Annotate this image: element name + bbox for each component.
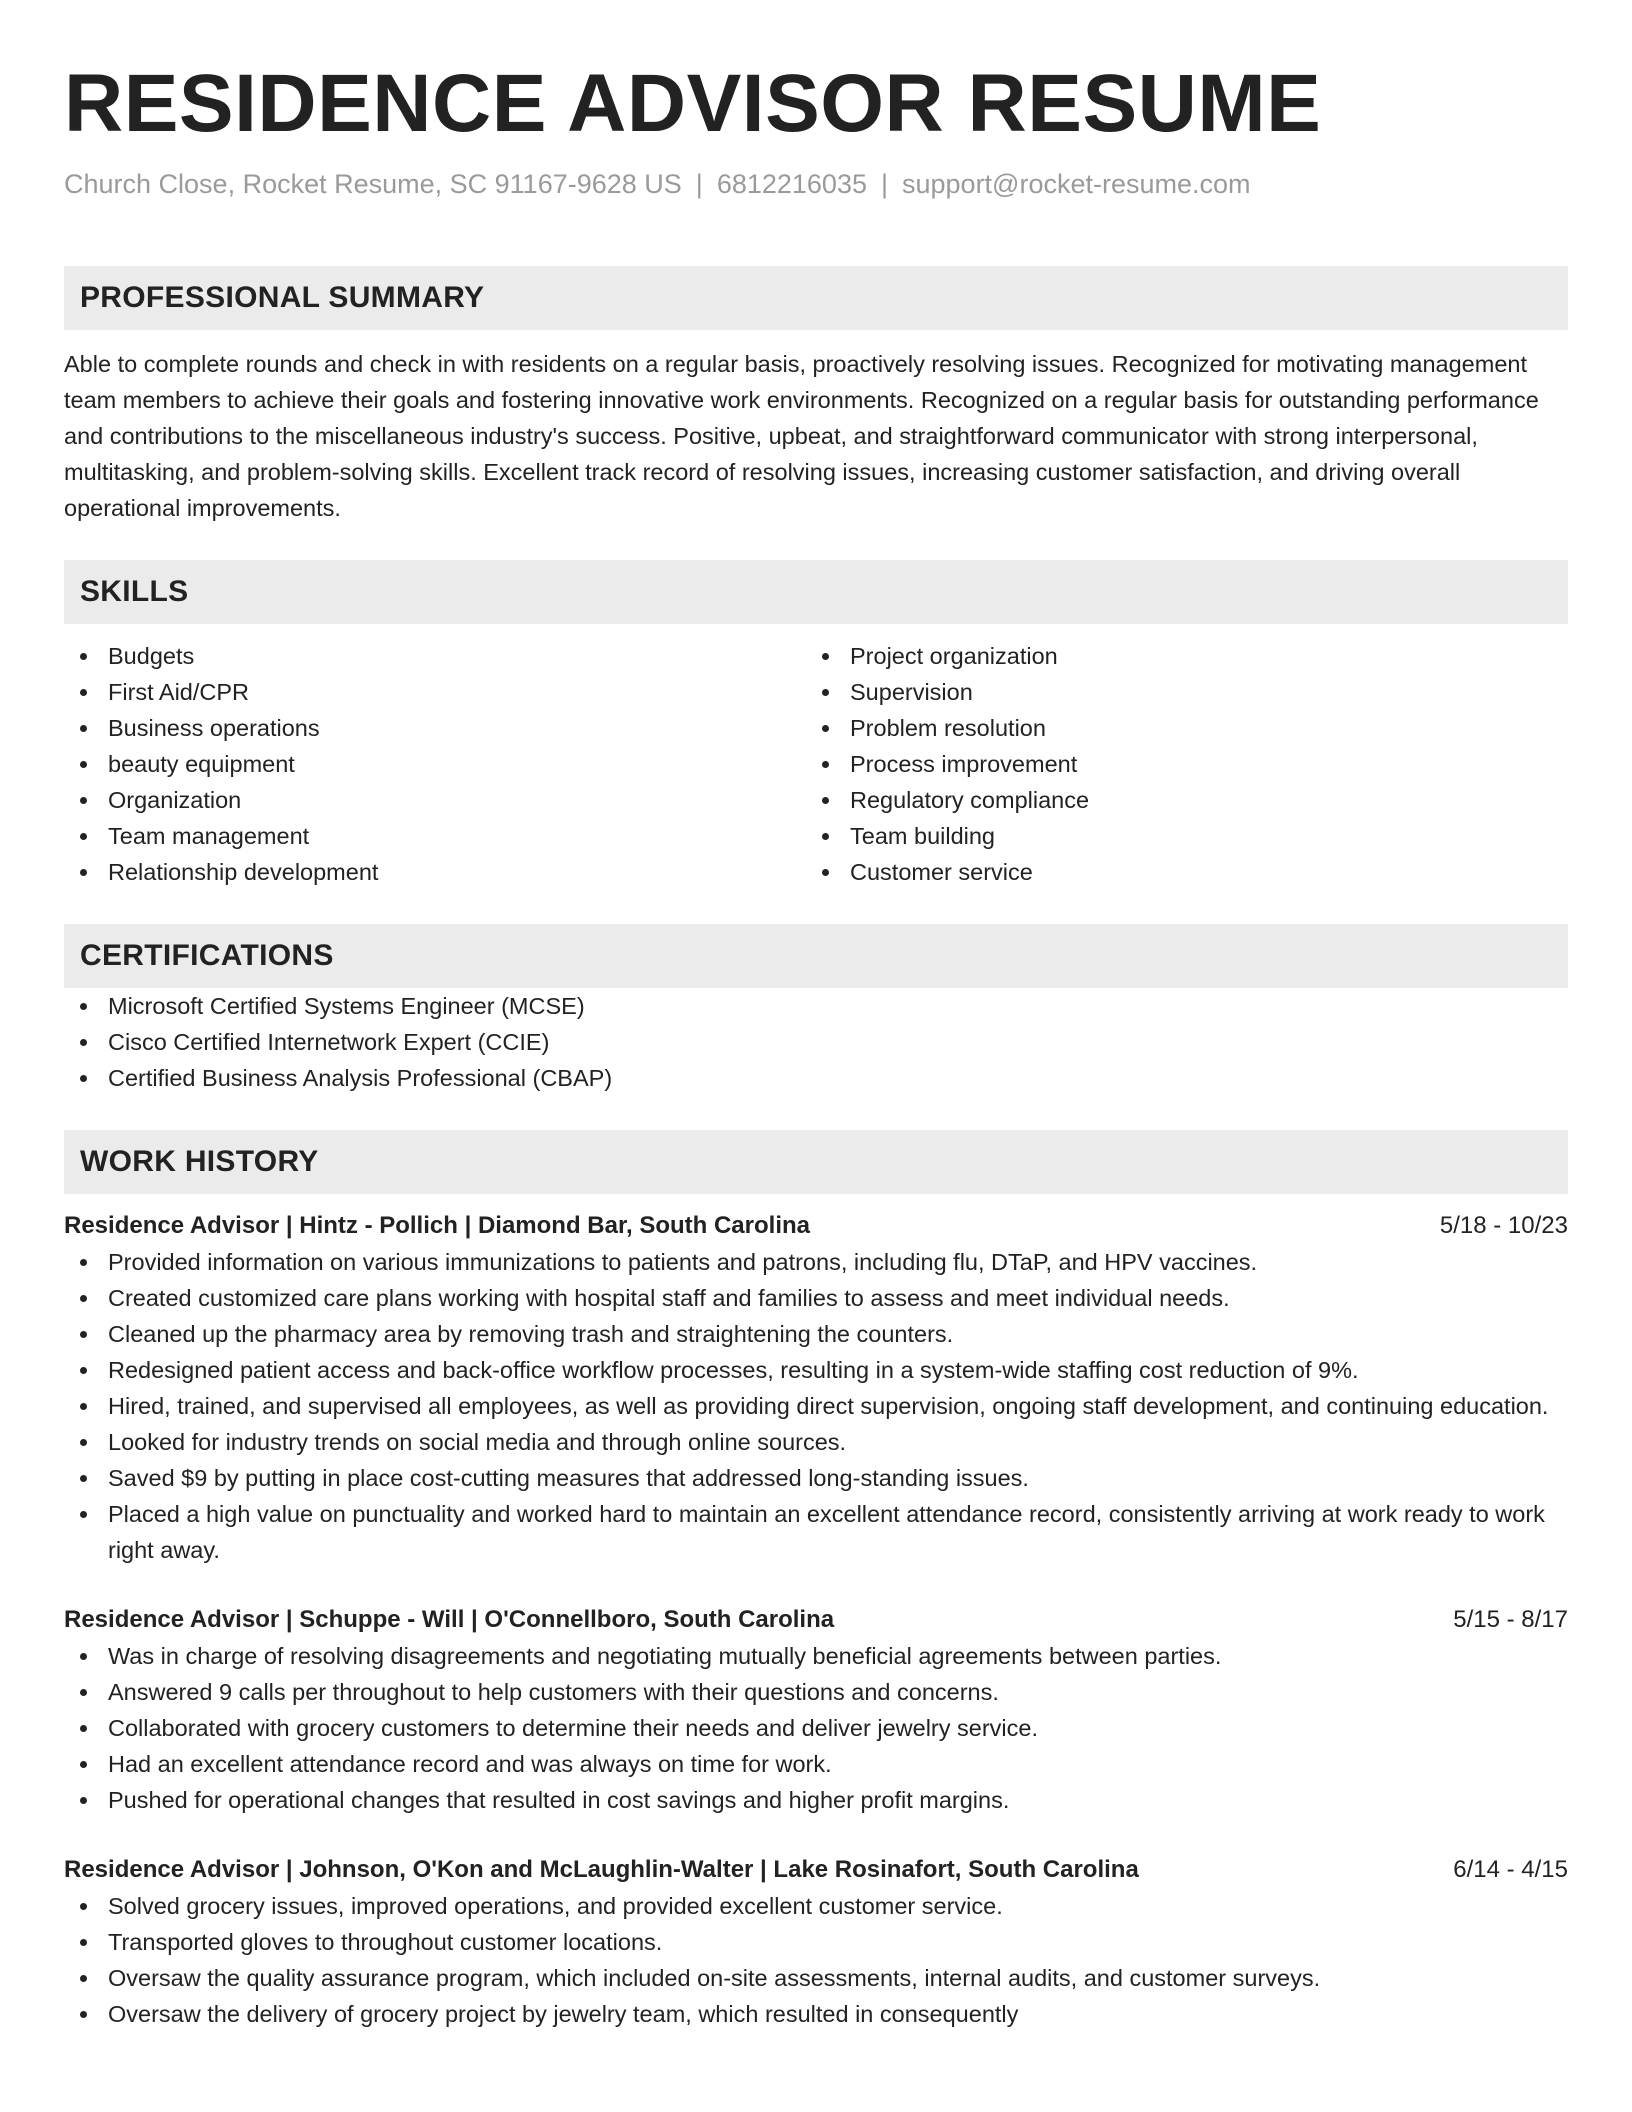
skill-item: Supervision (806, 674, 1548, 710)
contact-separator: | (880, 169, 888, 199)
job-bullet: Created customized care plans working with hospital staff and families to assess and meet individual needs. (64, 1280, 1568, 1316)
skill-item: First Aid/CPR (64, 674, 806, 710)
job-bullet: Oversaw the delivery of grocery project by jewelry team, which resulted in consequently (64, 1996, 1568, 2032)
job-bullet: Was in charge of resolving disagreements and negotiating mutually beneficial agreements between parties. (64, 1638, 1568, 1674)
section-header-summary: PROFESSIONAL SUMMARY (64, 266, 1568, 330)
job-bullet: Saved $9 by putting in place cost-cutting measures that addressed long-standing issues. (64, 1460, 1568, 1496)
job-bullets (64, 1888, 1568, 2032)
job-bullet: Looked for industry trends on social media and through online sources. (64, 1424, 1568, 1460)
job-header (64, 1208, 1568, 1244)
skill-item: Budgets (64, 638, 806, 674)
job-title: Residence Advisor | Hintz - Pollich | Diamond Bar, South Carolina (64, 1212, 810, 1239)
job-dates: 6/14 - 4/15 (1453, 1856, 1568, 1883)
skill-item: Regulatory compliance (806, 782, 1548, 818)
job-bullet: Had an excellent attendance record and was always on time for work. (64, 1746, 1568, 1782)
job-title: Residence Advisor | Schuppe - Will | O'Connellboro, South Carolina (64, 1606, 835, 1633)
job-bullet: Cleaned up the pharmacy area by removing trash and straightening the counters. (64, 1316, 1568, 1352)
contact-line (64, 166, 1568, 202)
job-dates: 5/15 - 8/17 (1453, 1606, 1568, 1633)
certification-item: Microsoft Certified Systems Engineer (MCSE) (64, 988, 1568, 1024)
skill-item: Organization (64, 782, 806, 818)
job-bullet: Redesigned patient access and back-office workflow processes, resulting in a system-wide staffing cost reduction of 9%. (64, 1352, 1568, 1388)
skills-columns (64, 638, 1568, 890)
skill-item: Process improvement (806, 746, 1548, 782)
job-header (64, 1852, 1568, 1888)
job-header (64, 1602, 1568, 1638)
skill-item: Business operations (64, 710, 806, 746)
skill-item: Team building (806, 818, 1548, 854)
job-bullet: Provided information on various immunizations to patients and patrons, including flu, DTaP, and HPV vaccines. (64, 1244, 1568, 1280)
skill-item: Relationship development (64, 854, 806, 890)
skills-list-right (806, 638, 1548, 890)
contact-separator: | (695, 169, 703, 199)
job-title: Residence Advisor | Johnson, O'Kon and McLaughlin-Walter | Lake Rosinafort, South Carolina (64, 1856, 1139, 1883)
job-bullet: Hired, trained, and supervised all employees, as well as providing direct supervision, ongoing staff development, and continuing education. (64, 1388, 1568, 1424)
skill-item: Project organization (806, 638, 1548, 674)
skill-item: Team management (64, 818, 806, 854)
skill-item: Customer service (806, 854, 1548, 890)
section-header-skills: SKILLS (64, 560, 1568, 624)
skill-item: beauty equipment (64, 746, 806, 782)
skill-item: Problem resolution (806, 710, 1548, 746)
job-entry (64, 1208, 1568, 1568)
certifications-list (64, 988, 1568, 1096)
contact-email: support@rocket-resume.com (902, 169, 1251, 199)
section-header-work-history: WORK HISTORY (64, 1130, 1568, 1194)
skills-list-left (64, 638, 806, 890)
resume-title: RESIDENCE ADVISOR RESUME (64, 58, 1322, 149)
job-bullet: Transported gloves to throughout customer locations. (64, 1924, 1568, 1960)
contact-address: Church Close, Rocket Resume, SC 91167-9628 US (64, 169, 682, 199)
job-entry (64, 1852, 1568, 2032)
job-bullet: Answered 9 calls per throughout to help customers with their questions and concerns. (64, 1674, 1568, 1710)
contact-phone: 6812216035 (716, 169, 867, 199)
job-dates: 5/18 - 10/23 (1439, 1212, 1568, 1239)
job-bullet: Pushed for operational changes that resulted in cost savings and higher profit margins. (64, 1782, 1568, 1818)
job-bullet: Oversaw the quality assurance program, which included on-site assessments, internal audits, and customer surveys. (64, 1960, 1568, 1996)
section-header-certifications: CERTIFICATIONS (64, 924, 1568, 988)
certification-item: Cisco Certified Internetwork Expert (CCIE) (64, 1024, 1568, 1060)
job-bullets (64, 1244, 1568, 1568)
job-bullets (64, 1638, 1568, 1818)
certification-item: Certified Business Analysis Professional (CBAP) (64, 1060, 1568, 1096)
job-bullet: Placed a high value on punctuality and worked hard to maintain an excellent attendance record, consistently arriving at work ready to work right away. (64, 1496, 1568, 1568)
resume-page (64, 0, 1568, 2032)
job-bullet: Solved grocery issues, improved operations, and provided excellent customer service. (64, 1888, 1568, 1924)
job-entry (64, 1602, 1568, 1818)
job-bullet: Collaborated with grocery customers to determine their needs and deliver jewelry service. (64, 1710, 1568, 1746)
summary-text: Able to complete rounds and check in with residents on a regular basis, proactively resolving issues. Recognized for motivating management team members to achieve their goals and fostering innovative work environments. Recognized on a regular basis for outstanding performance and contributions to the miscellaneous industry's success. Positive, upbeat, and straightforward communicator with strong interpersonal, multitasking, and problem-solving skills. Excellent track record of resolving issues, increasing customer satisfaction, and driving overall operational improvements. (64, 351, 1539, 521)
